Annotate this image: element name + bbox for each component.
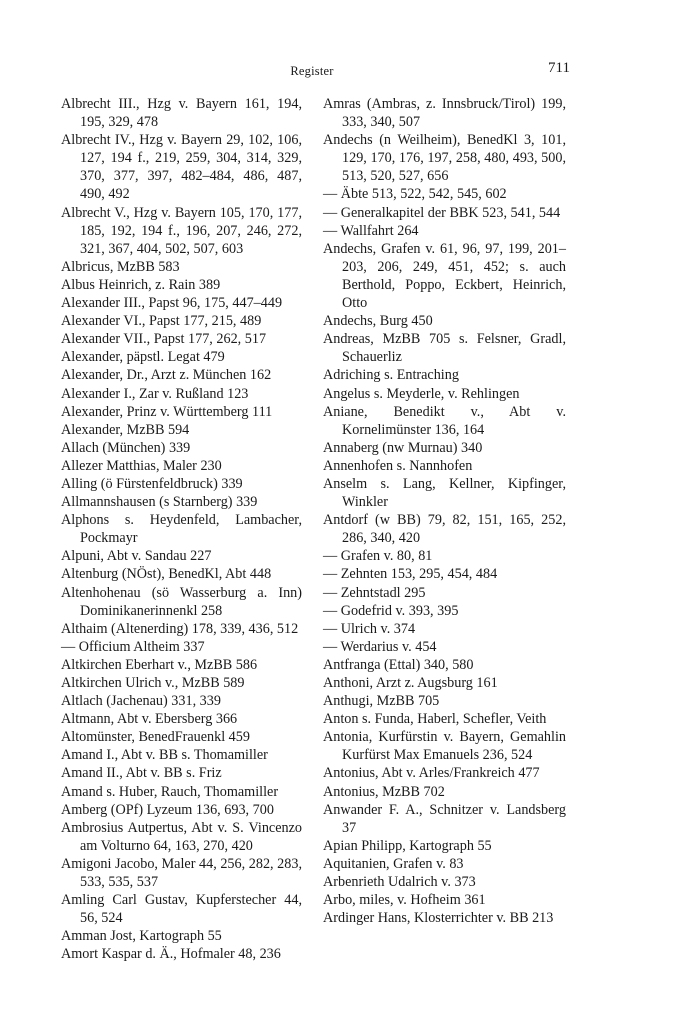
index-entry: Antdorf (w BB) 79, 82, 151, 165, 252, 286, 340, 420 bbox=[323, 512, 566, 547]
index-entry: Alling (ö Fürstenfeldbruck) 339 bbox=[61, 475, 243, 492]
index-entry: — Äbte 513, 522, 542, 545, 602 bbox=[323, 186, 507, 203]
index-entry: Alexander VI., Papst 177, 215, 489 bbox=[61, 313, 262, 330]
index-entry: Arbenrieth Udalrich v. 373 bbox=[323, 874, 476, 891]
index-entry: Altlach (Jachenau) 331, 339 bbox=[61, 693, 221, 710]
index-entry: — Werdarius v. 454 bbox=[323, 638, 437, 655]
index-entry: Amman Jost, Kartograph 55 bbox=[61, 928, 222, 945]
index-entry: Altenburg (NÖst), BenedKl, Abt 448 bbox=[61, 566, 272, 583]
index-entry: Anwander F. A., Schnitzer v. Landsberg 37 bbox=[323, 801, 566, 836]
index-entry: Alexander I., Zar v. Rußland 123 bbox=[61, 385, 249, 402]
index-entry: Albrecht IV., Hzg v. Bayern 29, 102, 106, 127, 194 f., 219, 259, 304, 314, 329, 370, 377, 397, 482–484, 486, 487, 490, 492 bbox=[61, 132, 302, 203]
index-entry: Ambrosius Autpertus, Abt v. S. Vincenzo am Volturno 64, 163, 270, 420 bbox=[61, 819, 302, 854]
index-entry: Alexander VII., Papst 177, 262, 517 bbox=[61, 331, 267, 348]
index-entry: Albus Heinrich, z. Rain 389 bbox=[61, 276, 221, 293]
index-entry: Althaim (Altenerding) 178, 339, 436, 512 bbox=[61, 620, 299, 637]
index-entry: Annenhofen s. Nannhofen bbox=[323, 457, 473, 474]
index-entry: — Generalkapitel der BBK 523, 541, 544 bbox=[323, 204, 561, 221]
index-entry: Andreas, MzBB 705 s. Felsner, Gradl, Schauerliz bbox=[323, 331, 566, 366]
running-header: Register bbox=[290, 64, 334, 78]
index-entry: Andechs (n Weilheim), BenedKl 3, 101, 129, 170, 176, 197, 258, 480, 493, 500, 513, 520, 527, 656 bbox=[323, 132, 566, 185]
index-entry: Albrecht III., Hzg v. Bayern 161, 194, 195, 329, 478 bbox=[61, 96, 302, 131]
index-entry: — Godefrid v. 393, 395 bbox=[323, 602, 459, 619]
index-entry: — Officium Altheim 337 bbox=[61, 638, 205, 655]
index-entry: Amand s. Huber, Rauch, Thomamiller bbox=[61, 783, 279, 800]
index-entry: Amberg (OPf) Lyzeum 136, 693, 700 bbox=[61, 801, 274, 818]
index-entry: Altmann, Abt v. Ebersberg 366 bbox=[61, 711, 238, 728]
index-entry: — Grafen v. 80, 81 bbox=[323, 548, 433, 565]
index-entry: Anton s. Funda, Haberl, Schefler, Veith bbox=[323, 711, 547, 728]
index-entry: Ardinger Hans, Klosterrichter v. BB 213 bbox=[323, 910, 554, 927]
index-entry: Amigoni Jacobo, Maler 44, 256, 282, 283, 533, 535, 537 bbox=[61, 855, 302, 891]
index-entry: — Wallfahrt 264 bbox=[323, 222, 419, 239]
index-entry: Altkirchen Ulrich v., MzBB 589 bbox=[61, 675, 245, 691]
index-entry: Albricus, MzBB 583 bbox=[61, 258, 180, 275]
index-entry: Antfranga (Ettal) 340, 580 bbox=[323, 656, 474, 673]
index-entry: Antonius, Abt v. Arles/Frankreich 477 bbox=[323, 765, 540, 782]
index-entry: — Zehntstadl 295 bbox=[323, 584, 426, 601]
index-entry: Andechs, Burg 450 bbox=[323, 313, 433, 330]
index-entry: Anthugi, MzBB 705 bbox=[323, 693, 440, 710]
index-entry: Andechs, Grafen v. 61, 96, 97, 199, 201–203, 206, 249, 451, 452; s. auch Berthold, Poppo, Eckbert, Heinrich, Otto bbox=[323, 240, 566, 312]
index-entry: Amling Carl Gustav, Kupferstecher 44, 56, 524 bbox=[61, 892, 302, 927]
index-entry: Arbo, miles, v. Hofheim 361 bbox=[323, 892, 486, 909]
index-entry: — Ulrich v. 374 bbox=[323, 620, 416, 637]
index-column-right bbox=[323, 95, 566, 927]
index-entry: Altenhohenau (sö Wasserburg a. Inn) Dominikanerinnenkl 258 bbox=[61, 584, 302, 619]
index-entry: Altomünster, BenedFrauenkl 459 bbox=[61, 729, 250, 746]
index-entry: — Zehnten 153, 295, 454, 484 bbox=[323, 566, 498, 583]
index-entry: Annaberg (nw Murnau) 340 bbox=[323, 439, 483, 456]
index-entry: Aniane, Benedikt v., Abt v. Kornelimünster 136, 164 bbox=[323, 403, 566, 438]
index-entry: Albrecht V., Hzg v. Bayern 105, 170, 177, 185, 192, 194 f., 196, 207, 246, 272, 321, 367, 404, 502, 507, 603 bbox=[61, 204, 302, 257]
index-entry: Alexander, MzBB 594 bbox=[61, 421, 190, 438]
index-entry: Allach (München) 339 bbox=[61, 439, 191, 456]
index-entry: Antonius, MzBB 702 bbox=[323, 783, 445, 800]
index-entry: Alexander, Dr., Arzt z. München 162 bbox=[61, 367, 272, 384]
index-entry: Adriching s. Entraching bbox=[323, 367, 459, 384]
index-entry: Amort Kaspar d. Ä., Hofmaler 48, 236 bbox=[61, 946, 281, 963]
page-number: 711 bbox=[548, 60, 570, 76]
index-entry: Allezer Matthias, Maler 230 bbox=[61, 457, 222, 474]
index-entry: Amand I., Abt v. BB s. Thomamiller bbox=[61, 747, 268, 764]
index-entry: Anthoni, Arzt z. Augsburg 161 bbox=[323, 675, 498, 691]
index-entry: Anselm s. Lang, Kellner, Kipfinger, Winkler bbox=[323, 475, 566, 511]
index-entry: Alexander, päpstl. Legat 479 bbox=[61, 349, 225, 366]
index-entry: Angelus s. Meyderle, v. Rehlingen bbox=[323, 385, 520, 402]
index-entry: Allmannshausen (s Starnberg) 339 bbox=[61, 494, 258, 511]
index-entry: Alexander III., Papst 96, 175, 447–449 bbox=[61, 295, 283, 312]
index-entry: Amand II., Abt v. BB s. Friz bbox=[61, 765, 222, 782]
index-entry: Amras (Ambras, z. Innsbruck/Tirol) 199, 333, 340, 507 bbox=[323, 96, 566, 131]
index-entry: Altkirchen Eberhart v., MzBB 586 bbox=[61, 656, 258, 673]
index-entry: Aquitanien, Grafen v. 83 bbox=[323, 855, 464, 872]
index-entry: Antonia, Kurfürstin v. Bayern, Gemahlin Kurfürst Max Emanuels 236, 524 bbox=[323, 729, 566, 764]
index-entry: Apian Philipp, Kartograph 55 bbox=[323, 837, 492, 854]
index-column-left bbox=[61, 95, 302, 964]
index-entry: Alpuni, Abt v. Sandau 227 bbox=[61, 548, 212, 565]
index-entry: Alexander, Prinz v. Württemberg 111 bbox=[61, 403, 273, 420]
index-entry: Alphons s. Heydenfeld, Lambacher, Pockmayr bbox=[61, 512, 302, 547]
